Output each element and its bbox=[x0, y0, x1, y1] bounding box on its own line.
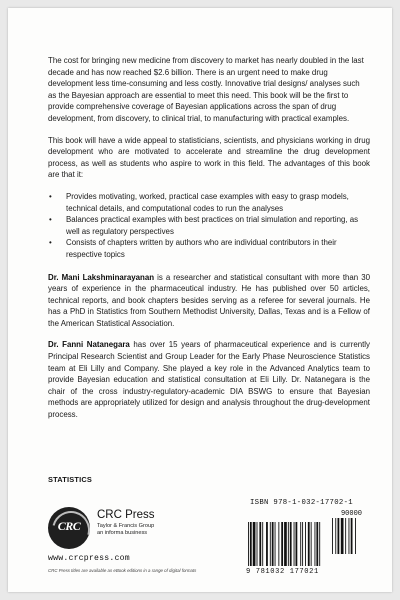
list-item bbox=[48, 237, 370, 260]
bullet-marker: • bbox=[49, 215, 52, 225]
bullet-marker: • bbox=[49, 191, 52, 201]
logo-letters: CRC bbox=[57, 519, 81, 533]
publisher-name: CRC Press bbox=[97, 509, 155, 521]
isbn-text: ISBN 978-1-032-17702-1 bbox=[250, 499, 353, 507]
barcode-panel bbox=[244, 499, 372, 583]
publisher-group: Taylor & Francis Group bbox=[97, 523, 155, 529]
ebook-footnote: CRC Press titles are available as eBook editions in a range of digital formats bbox=[48, 568, 197, 573]
advantages-list bbox=[48, 191, 370, 261]
author-bio-text: is a researcher and statistical consultant with more than 30 years of experience in the pharmaceutical industry. He has published over 50 articles, technical reports, and book chapters besides serving as a referee for several journals. He has a PhD in Statistics from Southern Methodist University, Dallas, Texas and is a Fellow of the American Statistical Association. bbox=[48, 272, 371, 328]
price-code: 90000 bbox=[340, 510, 362, 518]
author-name: Dr. Fanni Natanegara bbox=[48, 340, 130, 350]
bullet-text: Balances practical examples with best practices on trial simulation and reporting, as well as regulatory perspectives bbox=[66, 215, 359, 236]
bullet-text: Consists of chapters written by authors who are individual contributors in their respective topics bbox=[66, 238, 337, 259]
barcode-icon bbox=[244, 510, 370, 568]
barcode-number: 9 781032 177021 bbox=[246, 568, 319, 576]
publisher-url: www.crcpress.com bbox=[48, 554, 130, 563]
author-bio bbox=[48, 272, 370, 330]
category-label: STATISTICS bbox=[48, 475, 93, 484]
bullet-marker: • bbox=[49, 238, 52, 248]
author-bio bbox=[48, 339, 370, 420]
author-name: Dr. Mani Lakshminarayanan bbox=[48, 272, 155, 282]
publisher-business: an informa business bbox=[97, 530, 148, 536]
back-cover bbox=[8, 8, 392, 592]
description-paragraph-2: This book will have a wide appeal to statisticians, scientists, and physicians working in drug development who are motivated to accelerate and streamline the drug development process, as well as students who aspire to work in this field. The advantages of this book are that it: bbox=[48, 135, 370, 180]
author-bio-text: has over 15 years of pharmaceutical experience and is currently Principal Research Scientist and Group Leader for the Early Phase Neuroscience Statistics team at Eli Lilly and Company. She played a key role in the Advanced Analytics team to provide Bayesian education and statistical consultation at Eli Lilly. Dr. Natanegara is the chair of the cross industry-regulatory-academic DIA BSWG to ensure that Bayesian methods are appropriately utilized for design and analysis throughout the drug-development process. bbox=[48, 340, 370, 420]
bullet-text: Provides motivating, worked, practical case examples with easy to grasp models, technical details, and computational codes to run the analyses bbox=[66, 191, 349, 213]
description-paragraph-1: The cost for bringing new medicine from discovery to market has nearly doubled in the last decade and has now reached $2.6 billion. There is an urgent need to make drug development less time-consuming and less costly. Innovative trial designs/ analyses such as the Bayesian approach are essential to meet this need. This book will be the first to provide comprehensive coverage of Bayesian applications across the span of drug development, from discovery, to clinical trial, to manufacturing with practical examples. bbox=[48, 56, 364, 123]
list-item bbox=[48, 191, 370, 214]
cover-text bbox=[48, 55, 370, 431]
list-item bbox=[48, 214, 370, 237]
